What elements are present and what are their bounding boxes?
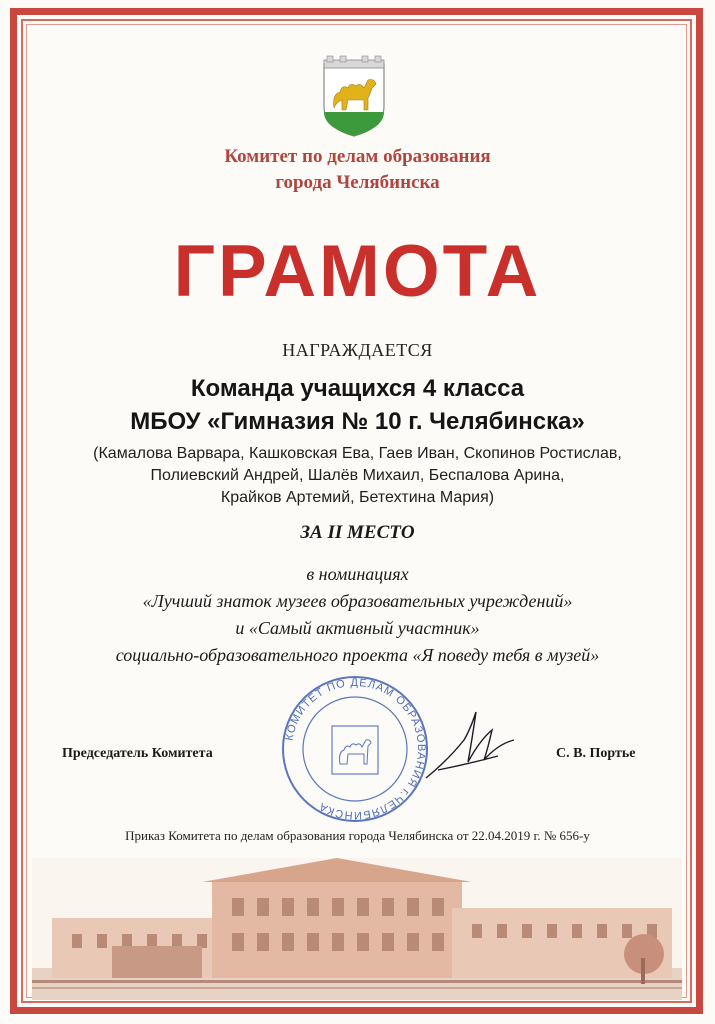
school-building-illustration	[32, 858, 682, 1000]
official-stamp	[270, 674, 440, 824]
nominations-line-4: социально-образовательного проекта «Я поведу тебя в музей»	[115, 645, 600, 665]
nominations-line-3: и «Самый активный участник»	[235, 618, 480, 638]
coat-of-arms-icon	[318, 54, 390, 138]
nominations-text	[0, 561, 715, 669]
signatory-position: Председатель Комитета	[62, 746, 213, 761]
team-name	[0, 372, 715, 438]
team-members	[0, 443, 715, 509]
committee-heading	[0, 144, 715, 196]
signatory-name: С. В. Портье	[556, 746, 636, 761]
awarded-label: НАГРАЖДАЕТСЯ	[282, 340, 433, 360]
team-line-1: Команда учащихся 4 класса	[190, 375, 525, 402]
committee-line-2: города Челябинска	[275, 172, 440, 193]
members-line-2: Полиевский Андрей, Шалёв Михаил, Беспалова Арина,	[150, 467, 565, 484]
members-line-3: Крайков Артемий, Бетехтина Мария)	[220, 489, 495, 506]
members-line-1: (Камалова Варвара, Кашковская Ева, Гаев Иван, Скопинов Ростислав,	[93, 445, 622, 462]
team-line-2: МБОУ «Гимназия № 10 г. Челябинска»	[130, 408, 585, 435]
order-reference: Приказ Комитета по делам образования города Челябинска от 22.04.2019 г. № 656-у	[125, 828, 590, 843]
place-award: ЗА II МЕСТО	[300, 522, 415, 543]
committee-line-1: Комитет по делам образования	[224, 146, 491, 167]
nominations-line-2: «Лучший знаток музеев образовательных учреждений»	[142, 591, 573, 611]
handwritten-signature	[418, 700, 528, 800]
nominations-line-1: в номинациях	[306, 564, 409, 584]
certificate-title: ГРАМОТА	[173, 231, 542, 312]
stamp-text: КОМИТЕТ ПО ДЕЛАМ ОБРАЗОВАНИЯ г.ЧЕЛЯБИНСКА	[283, 676, 428, 822]
